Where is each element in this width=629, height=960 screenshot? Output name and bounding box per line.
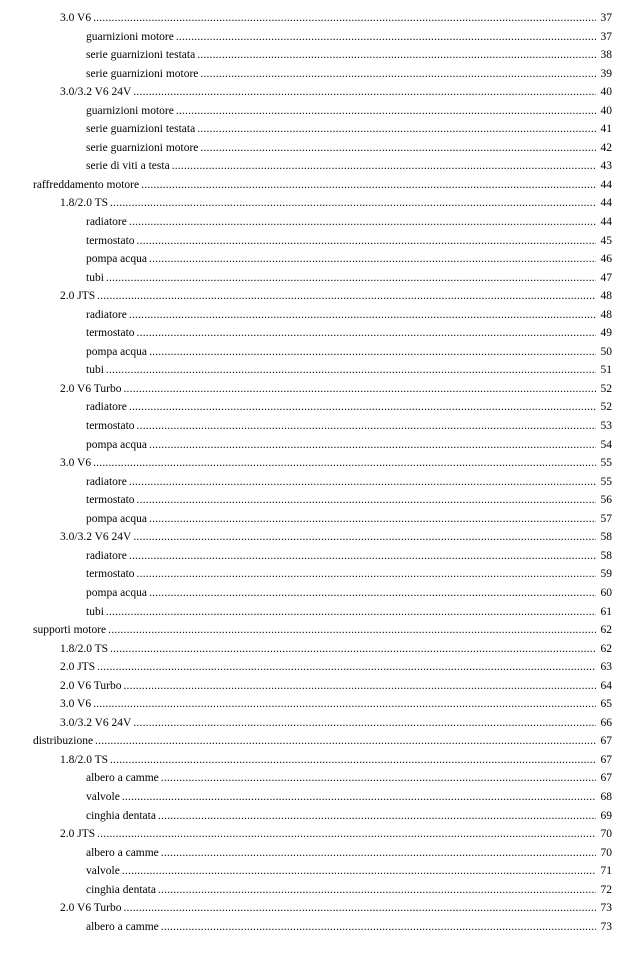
toc-entry-label: cinghia dentata bbox=[86, 883, 156, 896]
dot-leader bbox=[172, 157, 596, 176]
toc-entry-label: raffreddamento motore bbox=[33, 178, 140, 191]
toc-item-entry[interactable] bbox=[0, 28, 629, 47]
dot-leader bbox=[176, 102, 596, 121]
toc-item-entry[interactable] bbox=[0, 102, 629, 121]
toc-item-entry[interactable] bbox=[0, 232, 629, 251]
toc-entry-label: serie guarnizioni testata bbox=[86, 49, 196, 62]
dot-leader bbox=[93, 454, 596, 473]
toc-entry-label: 3.0/3.2 V6 24V bbox=[60, 531, 132, 544]
toc-page-number: 51 bbox=[600, 364, 612, 377]
toc-page-number: 72 bbox=[600, 883, 612, 896]
toc-item-entry[interactable] bbox=[0, 547, 629, 566]
dot-leader bbox=[161, 769, 596, 788]
dot-leader bbox=[129, 398, 596, 417]
toc-page-number: 45 bbox=[600, 234, 612, 247]
toc-page-number: 58 bbox=[600, 549, 612, 562]
toc-entry-label: supporti motore bbox=[33, 624, 107, 637]
toc-page-number: 39 bbox=[600, 67, 612, 80]
toc-page-number: 73 bbox=[600, 920, 612, 933]
toc-entry-label: 2.0 JTS bbox=[60, 661, 96, 674]
dot-leader bbox=[137, 491, 596, 510]
toc-entry-label: 3.0 V6 bbox=[60, 12, 92, 24]
toc-entry-label: pompa acqua bbox=[86, 586, 147, 599]
toc-page-number: 42 bbox=[600, 141, 612, 154]
toc-page-number: 49 bbox=[600, 327, 612, 340]
toc-item-entry[interactable] bbox=[0, 65, 629, 84]
toc-page-number: 61 bbox=[600, 605, 612, 618]
toc-item-entry[interactable] bbox=[0, 584, 629, 603]
dot-leader bbox=[158, 881, 596, 900]
dot-leader bbox=[197, 46, 596, 65]
toc-page-number: 66 bbox=[600, 716, 612, 729]
toc-item-entry[interactable] bbox=[0, 250, 629, 269]
toc-page-number: 50 bbox=[600, 345, 612, 358]
toc-item-entry[interactable] bbox=[0, 769, 629, 788]
toc-page-number: 52 bbox=[600, 382, 612, 395]
toc-entry-label: tubi bbox=[86, 271, 104, 284]
toc-entry-label: serie guarnizioni motore bbox=[86, 67, 199, 80]
dot-leader bbox=[122, 788, 596, 807]
toc-model-entry[interactable] bbox=[0, 9, 629, 28]
toc-page-number: 52 bbox=[600, 401, 612, 414]
toc-page-number: 58 bbox=[600, 531, 612, 544]
toc-page-number: 63 bbox=[600, 661, 612, 674]
dot-leader bbox=[137, 232, 596, 251]
toc-item-entry[interactable] bbox=[0, 343, 629, 362]
dot-leader bbox=[149, 584, 596, 603]
toc-entry-label: 2.0 V6 Turbo bbox=[60, 902, 122, 915]
dot-leader bbox=[137, 417, 596, 436]
toc-item-entry[interactable] bbox=[0, 436, 629, 455]
toc-page-number: 65 bbox=[600, 698, 612, 711]
toc-entry-label: pompa acqua bbox=[86, 345, 147, 358]
toc-entry-label: pompa acqua bbox=[86, 253, 147, 266]
toc-page-number: 55 bbox=[600, 457, 612, 470]
toc-item-entry[interactable] bbox=[0, 213, 629, 232]
toc-model-entry[interactable] bbox=[0, 83, 629, 102]
toc-page-number: 67 bbox=[600, 772, 612, 785]
toc-page-number: 47 bbox=[600, 271, 612, 284]
dot-leader bbox=[197, 120, 596, 139]
toc-item-entry[interactable] bbox=[0, 46, 629, 65]
toc-item-entry[interactable] bbox=[0, 881, 629, 900]
toc-entry-label: 1.8/2.0 TS bbox=[60, 753, 109, 766]
toc-entry-label: radiatore bbox=[86, 216, 127, 229]
toc-entry-label: radiatore bbox=[86, 308, 127, 321]
toc-entry-label: radiatore bbox=[86, 401, 127, 414]
toc-entry-label: distribuzione bbox=[33, 735, 94, 748]
toc-item-entry[interactable] bbox=[0, 844, 629, 863]
toc-page-number: 37 bbox=[600, 12, 612, 24]
toc-item-entry[interactable] bbox=[0, 417, 629, 436]
toc-section-entry[interactable] bbox=[0, 176, 629, 195]
toc-page-number: 54 bbox=[600, 438, 612, 451]
toc-entry-label: termostato bbox=[86, 234, 135, 247]
toc-section-entry[interactable] bbox=[0, 621, 629, 640]
toc-model-entry[interactable] bbox=[0, 380, 629, 399]
toc-page-number: 44 bbox=[600, 216, 612, 229]
toc-item-entry[interactable] bbox=[0, 361, 629, 380]
toc-page-number: 70 bbox=[600, 846, 612, 859]
toc-item-entry[interactable] bbox=[0, 862, 629, 881]
toc-item-entry[interactable] bbox=[0, 324, 629, 343]
dot-leader bbox=[200, 65, 596, 84]
toc-item-entry[interactable] bbox=[0, 510, 629, 529]
toc-entry-label: serie di viti a testa bbox=[86, 160, 170, 173]
toc-entry-label: valvole bbox=[86, 790, 120, 803]
toc-entry-label: termostato bbox=[86, 420, 135, 433]
toc-page-number: 46 bbox=[600, 253, 612, 266]
toc-page-number: 40 bbox=[600, 86, 612, 99]
toc-entry-label: termostato bbox=[86, 568, 135, 581]
toc-entry-label: radiatore bbox=[86, 475, 127, 488]
toc-entry-label: 3.0/3.2 V6 24V bbox=[60, 716, 132, 729]
toc-item-entry[interactable] bbox=[0, 139, 629, 158]
toc-page-number: 48 bbox=[600, 308, 612, 321]
toc-entry-label: 2.0 V6 Turbo bbox=[60, 382, 122, 395]
toc-item-entry[interactable] bbox=[0, 565, 629, 584]
toc-model-entry[interactable] bbox=[0, 825, 629, 844]
dot-leader bbox=[123, 380, 596, 399]
dot-leader bbox=[129, 213, 596, 232]
dot-leader bbox=[122, 862, 596, 881]
toc-entry-label: serie guarnizioni testata bbox=[86, 123, 196, 136]
dot-leader bbox=[97, 658, 596, 677]
toc-model-entry[interactable] bbox=[0, 194, 629, 213]
toc-item-entry[interactable] bbox=[0, 306, 629, 325]
toc-item-entry[interactable] bbox=[0, 120, 629, 139]
toc-entry-label: 2.0 JTS bbox=[60, 290, 96, 303]
dot-leader bbox=[93, 695, 596, 714]
toc-page-number: 44 bbox=[600, 197, 612, 210]
toc-item-entry[interactable] bbox=[0, 269, 629, 288]
toc-page-number: 56 bbox=[600, 494, 612, 507]
toc-page-number: 38 bbox=[600, 49, 612, 62]
dot-leader bbox=[176, 28, 596, 47]
toc-entry-label: termostato bbox=[86, 494, 135, 507]
toc-item-entry[interactable] bbox=[0, 157, 629, 176]
toc-model-entry[interactable] bbox=[0, 454, 629, 473]
toc-model-entry[interactable] bbox=[0, 528, 629, 547]
toc-entry-label: albero a camme bbox=[86, 772, 159, 785]
toc-entry-label: 3.0 V6 bbox=[60, 698, 92, 711]
toc-page-number: 60 bbox=[600, 586, 612, 599]
dot-leader bbox=[129, 473, 596, 492]
toc-model-entry[interactable] bbox=[0, 640, 629, 659]
toc-page-number: 73 bbox=[600, 902, 612, 915]
dot-leader bbox=[97, 287, 596, 306]
toc-item-entry[interactable] bbox=[0, 788, 629, 807]
toc-item-entry[interactable] bbox=[0, 807, 629, 826]
toc-page-number: 57 bbox=[600, 512, 612, 525]
toc-page-number: 59 bbox=[600, 568, 612, 581]
toc-entry-label: 1.8/2.0 TS bbox=[60, 642, 109, 655]
dot-leader bbox=[158, 807, 596, 826]
toc-entry-label: guarnizioni motore bbox=[86, 104, 174, 117]
dot-leader bbox=[106, 269, 596, 288]
toc-entry-label: guarnizioni motore bbox=[86, 30, 174, 43]
dot-leader bbox=[133, 714, 596, 733]
toc-page-number: 64 bbox=[600, 679, 612, 692]
toc-page-number: 48 bbox=[600, 290, 612, 303]
dot-leader bbox=[93, 9, 596, 28]
dot-leader bbox=[110, 751, 596, 770]
dot-leader bbox=[95, 732, 596, 751]
dot-leader bbox=[137, 565, 596, 584]
dot-leader bbox=[161, 844, 596, 863]
toc-entry-label: radiatore bbox=[86, 549, 127, 562]
toc-page-number: 71 bbox=[600, 865, 612, 878]
dot-leader bbox=[129, 547, 596, 566]
dot-leader bbox=[161, 918, 596, 937]
toc-entry-label: pompa acqua bbox=[86, 512, 147, 525]
toc-entry-label: albero a camme bbox=[86, 846, 159, 859]
dot-leader bbox=[200, 139, 596, 158]
toc-entry-label: tubi bbox=[86, 605, 104, 618]
dot-leader bbox=[149, 510, 596, 529]
dot-leader bbox=[133, 83, 596, 102]
toc-item-entry[interactable] bbox=[0, 398, 629, 417]
toc-entry-label: serie guarnizioni motore bbox=[86, 141, 199, 154]
toc-section-entry[interactable] bbox=[0, 732, 629, 751]
toc-page-number: 67 bbox=[600, 753, 612, 766]
toc-entry-label: cinghia dentata bbox=[86, 809, 156, 822]
toc-entry-label: 2.0 V6 Turbo bbox=[60, 679, 122, 692]
toc-model-entry[interactable] bbox=[0, 695, 629, 714]
toc-entry-label: 3.0/3.2 V6 24V bbox=[60, 86, 132, 99]
toc-page-number: 68 bbox=[600, 790, 612, 803]
dot-leader bbox=[149, 343, 596, 362]
toc-item-entry[interactable] bbox=[0, 473, 629, 492]
dot-leader bbox=[141, 176, 596, 195]
toc-page-number: 44 bbox=[600, 178, 612, 191]
dot-leader bbox=[97, 825, 596, 844]
toc-page-number: 62 bbox=[600, 624, 612, 637]
toc-page-number: 41 bbox=[600, 123, 612, 136]
toc-page-number: 43 bbox=[600, 160, 612, 173]
toc-entry-label: 2.0 JTS bbox=[60, 828, 96, 841]
toc-page-number: 62 bbox=[600, 642, 612, 655]
dot-leader bbox=[149, 250, 596, 269]
toc-page-number: 37 bbox=[600, 30, 612, 43]
dot-leader bbox=[108, 621, 596, 640]
toc-page-number: 70 bbox=[600, 828, 612, 841]
toc-page-number: 40 bbox=[600, 104, 612, 117]
toc-entry-label: 3.0 V6 bbox=[60, 457, 92, 470]
toc-model-entry[interactable] bbox=[0, 899, 629, 918]
dot-leader bbox=[149, 436, 596, 455]
toc-page-number: 67 bbox=[600, 735, 612, 748]
toc-model-entry[interactable] bbox=[0, 677, 629, 696]
dot-leader bbox=[106, 361, 596, 380]
toc-model-entry[interactable] bbox=[0, 751, 629, 770]
dot-leader bbox=[110, 194, 596, 213]
dot-leader bbox=[129, 306, 596, 325]
dot-leader bbox=[123, 899, 596, 918]
toc-model-entry[interactable] bbox=[0, 287, 629, 306]
dot-leader bbox=[133, 528, 596, 547]
toc-entry-label: 1.8/2.0 TS bbox=[60, 197, 109, 210]
toc-item-entry[interactable] bbox=[0, 918, 629, 937]
toc-entry-label: albero a camme bbox=[86, 920, 159, 933]
toc-model-entry[interactable] bbox=[0, 714, 629, 733]
toc-entry-label: tubi bbox=[86, 364, 104, 377]
dot-leader bbox=[110, 640, 596, 659]
toc-entry-label: valvole bbox=[86, 865, 120, 878]
toc-page-number: 69 bbox=[600, 809, 612, 822]
dot-leader bbox=[137, 324, 596, 343]
toc-entry-label: pompa acqua bbox=[86, 438, 147, 451]
dot-leader bbox=[123, 677, 596, 696]
dot-leader bbox=[106, 603, 596, 622]
toc-page-number: 55 bbox=[600, 475, 612, 488]
toc-item-entry[interactable] bbox=[0, 491, 629, 510]
toc-model-entry[interactable] bbox=[0, 658, 629, 677]
toc-entry-label: termostato bbox=[86, 327, 135, 340]
toc-page-number: 53 bbox=[600, 420, 612, 433]
toc-item-entry[interactable] bbox=[0, 603, 629, 622]
